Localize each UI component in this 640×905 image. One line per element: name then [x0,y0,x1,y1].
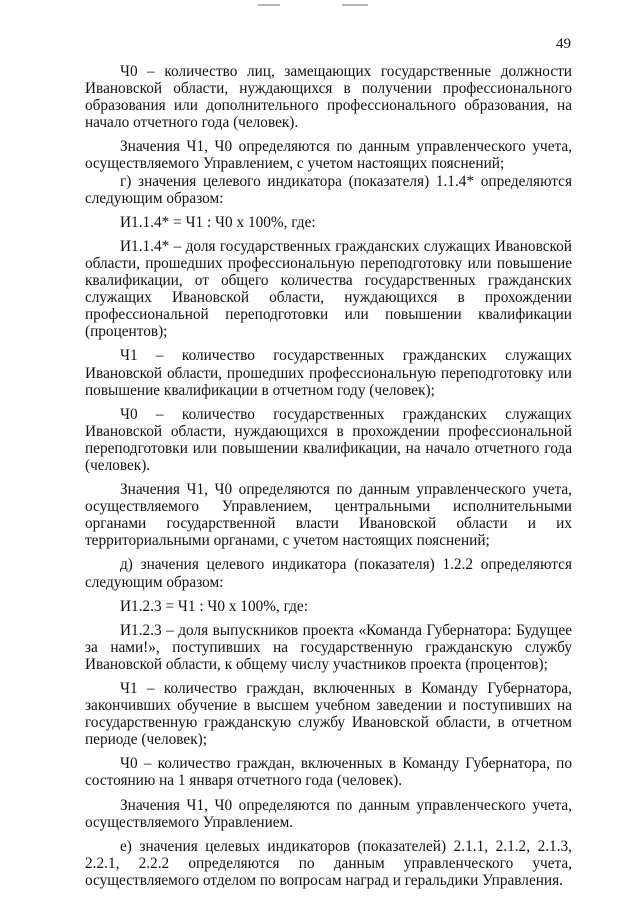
paragraph: Ч0 – количество лиц, замещающих государственные должности Ивановской области, нуждающихся в получении профессионального образования или дополнительного профессионального образования, на начало отчетного года (человек). [85,63,572,132]
document-body [85,63,572,889]
paragraph: д) значения целевого индикатора (показателя) 1.2.2 определяются следующим образом: [85,556,572,591]
paragraph: И1.2.3 – доля выпускников проекта «Команда Губернатора: Будущее за нами!», поступивших на государственную гражданскую службу Ивановской области, к общему числу участников проекта (процентов); [85,621,572,673]
formula: И1.2.3 = Ч1 : Ч0 х 100%, где: [120,597,308,615]
paragraph: Ч1 – количество государственных гражданских служащих Ивановской области, прошедших профессиональную переподготовку или повышение квалификации в отчетном году (человек); [85,347,572,399]
page-number: 49 [556,36,571,52]
paragraph: Значения Ч1, Ч0 определяются по данным управленческого учета, осуществляемого Управлением. [85,796,572,831]
scan-artifact [258,4,280,6]
paragraph: Значения Ч1, Ч0 определяются по данным управленческого учета, осуществляемого Управлением, центральными исполнительными органами государственной власти Ивановской области и их территориальными органами, с учетом настоящих пояснений; [85,481,572,550]
paragraph: Ч0 – количество государственных гражданских служащих Ивановской области, нуждающихся в прохождении профессиональной переподготовки или повышении квалификации, на начало отчетного года (человек). [85,405,572,474]
scan-artifact [342,4,368,6]
paragraph: е) значения целевых индикаторов (показателей) 2.1.1, 2.1.2, 2.1.3, 2.2.1, 2.2.2 определяются по данным управленческого учета, осуществляемого отделом по вопросам наград и геральдики Управления. [85,837,572,889]
paragraph: И1.1.4* – доля государственных гражданских служащих Ивановской области, прошедших профессиональную переподготовку или повышение квалификации, от общего количества государственных гражданских служащих Ивановской области, нуждающихся в прохождении профессиональной переподготовки или повышении квалификации (процентов); [85,237,572,341]
formula: И1.1.4* = Ч1 : Ч0 х 100%, где: [120,213,316,231]
paragraph: Значения Ч1, Ч0 определяются по данным управленческого учета, осуществляемого Управлением, с учетом настоящих пояснений; [85,138,572,173]
paragraph: Ч1 – количество граждан, включенных в Команду Губернатора, закончивших обучение в высшем учебном заведении и поступивших на государственную гражданскую службу Ивановской области, в отчетном периоде (человек); [85,680,572,749]
paragraph: г) значения целевого индикатора (показателя) 1.1.4* определяются следующим образом: [85,172,572,207]
paragraph: Ч0 – количество граждан, включенных в Команду Губернатора, по состоянию на 1 января отчетного года (человек). [85,755,572,790]
